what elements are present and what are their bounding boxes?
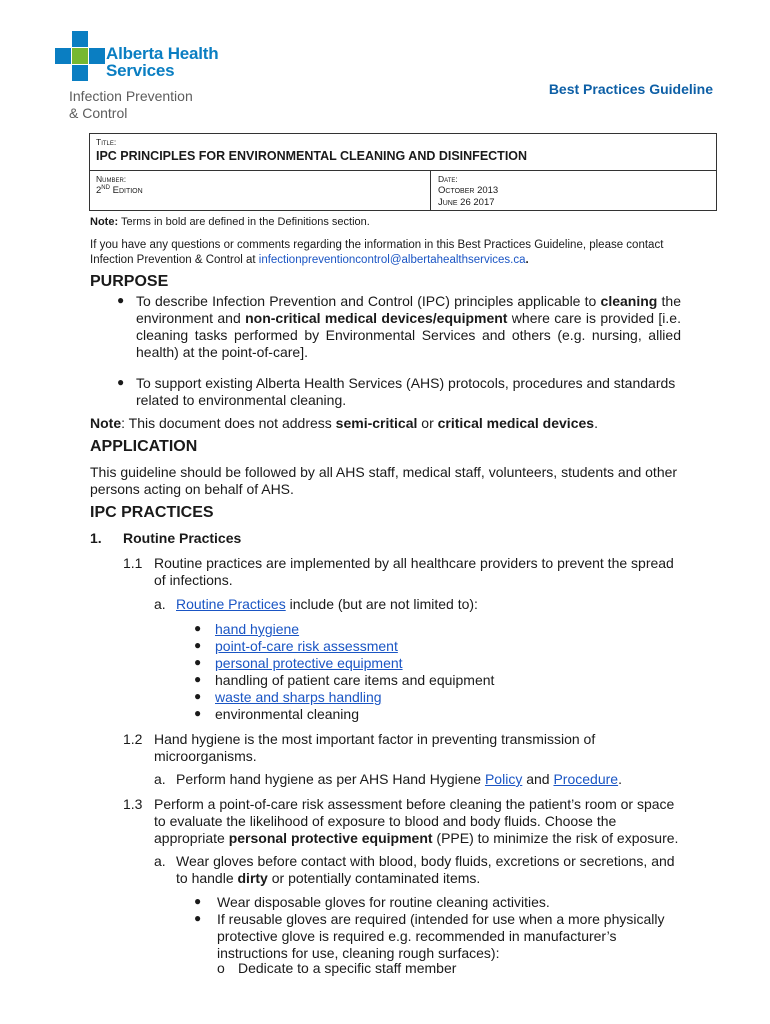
purpose-note: Note: This document does not address semi-critical or critical medical devices. [90,415,598,431]
section-1-3-a-label: a. [154,853,166,869]
section-1-1-number: 1.1 [123,555,143,571]
bullet-icon: ● [117,293,125,307]
rp-item-risk-assessment-link[interactable]: point-of-care risk assessment [215,638,398,654]
glove-bullet-1: Wear disposable gloves for routine cleaning activities. [217,894,550,910]
definitions-note: Note: Terms in bold are defined in the Definitions section. [90,216,370,228]
ahs-logo [55,31,235,121]
glove-bullet-2: If reusable gloves are required (intended for use when a more physically protective glove is required e.g. recommended in manufacturer’s instructions for use, cleaning rough surfaces): [217,911,665,961]
brand-name: Alberta Health Services [106,44,219,80]
title-box [89,133,717,211]
title-label: Title: [96,137,117,147]
application-heading: APPLICATION [90,438,198,455]
ahs-cross-logo-icon [55,31,105,81]
glove-sub-bullet-1: Dedicate to a specific staff member [238,960,457,976]
bullet-icon: ● [194,689,202,703]
bullet-icon: ● [194,638,202,652]
bullet-icon: ● [194,894,202,908]
bullet-icon: ● [194,621,202,635]
application-text: This guideline should be followed by all AHS staff, medical staff, volunteers, students and other persons acting on behalf of AHS. [90,464,678,497]
purpose-bullet-2: To support existing Alberta Health Services (AHS) protocols, procedures and standards related to environmental cleaning. [136,375,676,408]
section-1-2-a-label: a. [154,771,166,787]
date-value-2: June 26 2017 [438,197,495,208]
section-1-1-a-label: a. [154,596,166,612]
number-value: 2ND Edition [96,185,143,197]
hand-hygiene-policy-link[interactable]: Policy [484,771,523,787]
section-1-3-text: Perform a point-of-care risk assessment before cleaning the patient’s room or space to evaluate the likelihood of exposure to blood and body fluids. Choose the appropriate personal protective equipment (PPE) to minimize the risk of exposure. [154,796,679,846]
bullet-icon: ● [194,706,202,720]
bullet-icon: ● [194,655,202,669]
rp-item-waste-sharps-link[interactable]: waste and sharps handling [215,689,382,705]
section-1-number: 1. [90,530,102,546]
routine-practices-link[interactable]: Routine Practices [176,596,286,612]
bullet-icon: ● [194,672,202,686]
department-name: Infection Prevention & Control [69,88,193,121]
purpose-bullet-1: To describe Infection Prevention and Control (IPC) principles applicable to cleaning the environment and non-critical medical devices/equipment where care is provided [i.e. cleaning tasks performed by Environmental Services and others (e.g. nursing, allied health) at the point-of-care]. [136,293,682,360]
section-1-3-a-text: Wear gloves before contact with blood, body fluids, excretions or secretions, and to handle dirty or potentially contaminated items. [176,853,675,886]
sub-bullet-circle-icon: o [217,960,225,976]
purpose-heading: PURPOSE [90,273,169,290]
section-1-1-text: Routine practices are implemented by all healthcare providers to prevent the spread of infections. [154,555,674,588]
bullet-icon: ● [194,911,202,925]
section-1-title: Routine Practices [123,530,242,546]
rp-item-ppe-link[interactable]: personal protective equipment [215,655,403,671]
bullet-icon: ● [117,375,125,389]
contact-email-link[interactable]: infectionpreventioncontrol@albertahealthservices.ca [258,254,526,266]
section-1-1-a-text: Routine Practices include (but are not limited to): [176,596,478,612]
document-title: IPC PRINCIPLES FOR ENVIRONMENTAL CLEANING AND DISINFECTION [96,149,528,163]
rp-item-environmental-cleaning: environmental cleaning [215,706,359,722]
hand-hygiene-procedure-link[interactable]: Procedure [553,771,619,787]
section-1-2-a-text: Perform hand hygiene as per AHS Hand Hygiene Policy and Procedure. [176,771,622,787]
date-value-1: October 2013 [438,185,499,196]
contact-paragraph: If you have any questions or comments regarding the information in this Best Practices Guideline, please contact Infection Prevention & Control at infectionpreventioncontrol@albertahealthservices.ca. [90,239,664,266]
date-label: Date: [438,174,458,184]
section-1-2-text: Hand hygiene is the most important factor in preventing transmission of microorganisms. [154,731,596,764]
rp-item-hand-hygiene-link[interactable]: hand hygiene [215,621,300,637]
section-1-2-number: 1.2 [123,731,143,747]
ipc-practices-heading: IPC PRACTICES [90,504,214,521]
section-1-3-number: 1.3 [123,796,143,812]
rp-item-patient-care-items: handling of patient care items and equipment [215,672,495,688]
document-type: Best Practices Guideline [548,81,713,97]
number-label: Number: [96,174,127,184]
